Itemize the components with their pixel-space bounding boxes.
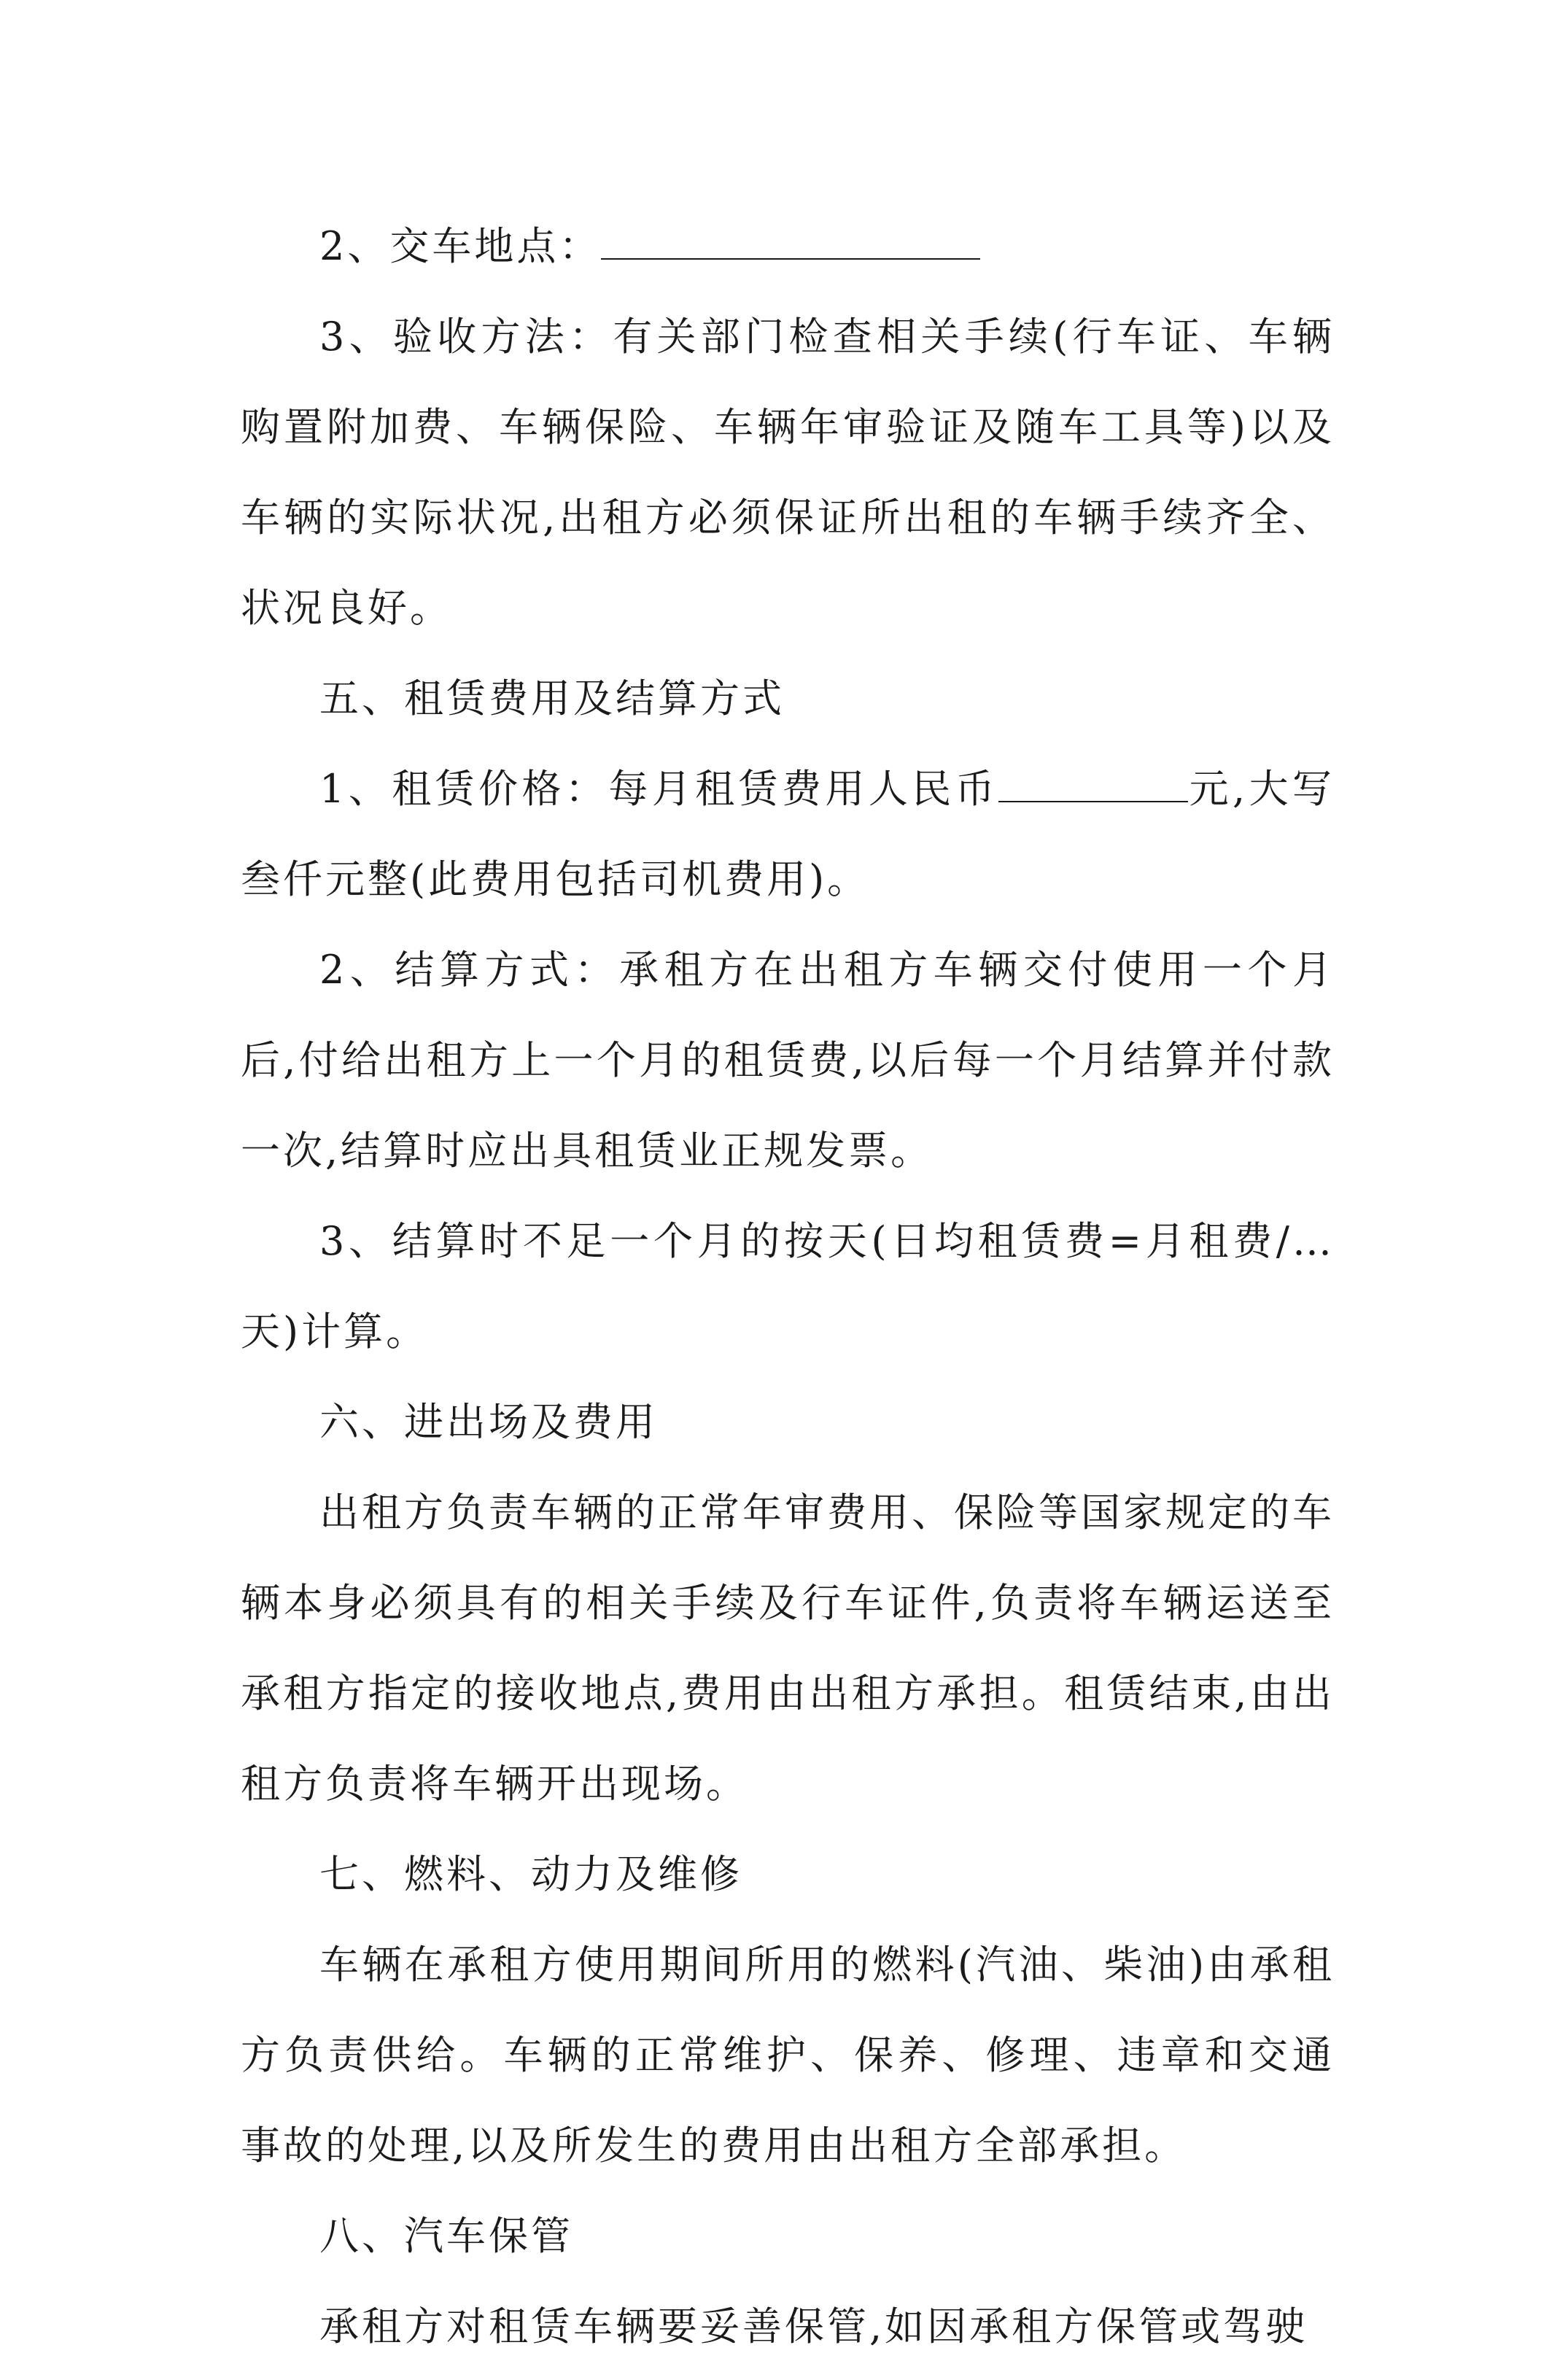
section-heading-7: 七、燃料、动力及维修 <box>319 1851 742 1897</box>
clause-vehicle-custody: 承租方对租赁车辆要妥善保管,如因承租方保管或驾驶 <box>319 2303 1308 2349</box>
clause-delivery-location <box>241 201 1335 292</box>
clause-fuel-maintenance: 车辆在承租方使用期间所用的燃料(汽油、柴油)由承租方负责供给。车辆的正常维护、保养、修理、违章和交通事故的处理,以及所发生的费用由出租方全部承担。 <box>241 1942 1335 2168</box>
delivery-location-blank[interactable] <box>601 221 980 260</box>
clause-rental-price <box>241 744 1335 925</box>
section-heading-6: 六、进出场及费用 <box>319 1399 658 1445</box>
clause-partial-month: 3、结算时不足一个月的按天(日均租赁费=月租费/…天)计算。 <box>241 1218 1335 1354</box>
clause-entry-exit-costs: 出租方负责车辆的正常年审费用、保险等国家规定的车辆本身必须具有的相关手续及行车证件,负责将车辆运送至承租方指定的接收地点,费用由出租方承担。租赁结束,由出租方负责将车辆开出现场。 <box>241 1489 1335 1807</box>
clause-acceptance-method: 3、验收方法：有关部门检查相关手续(行车证、车辆购置附加费、车辆保险、车辆年审验证及随车工具等)以及车辆的实际状况,出租方必须保证所出租的车辆手续齐全、状况良好。 <box>241 314 1335 631</box>
rental-price-label: 1、租赁价格：每月租赁费用人民币 <box>319 766 999 812</box>
rental-price-blank[interactable] <box>998 764 1188 802</box>
rental-price-suffix: 元,大写叁仟元整(此费用包括司机费用)。 <box>241 766 1335 902</box>
section-heading-8: 八、汽车保管 <box>319 2213 573 2259</box>
section-heading-5: 五、租赁费用及结算方式 <box>319 675 785 721</box>
delivery-location-label: 2、交车地点： <box>319 223 602 269</box>
clause-settlement-method: 2、结算方式：承租方在出租方车辆交付使用一个月后,付给出租方上一个月的租赁费,以后每一个月结算并付款一次,结算时应出具租赁业正规发票。 <box>241 947 1335 1174</box>
document-body <box>241 201 1335 2372</box>
